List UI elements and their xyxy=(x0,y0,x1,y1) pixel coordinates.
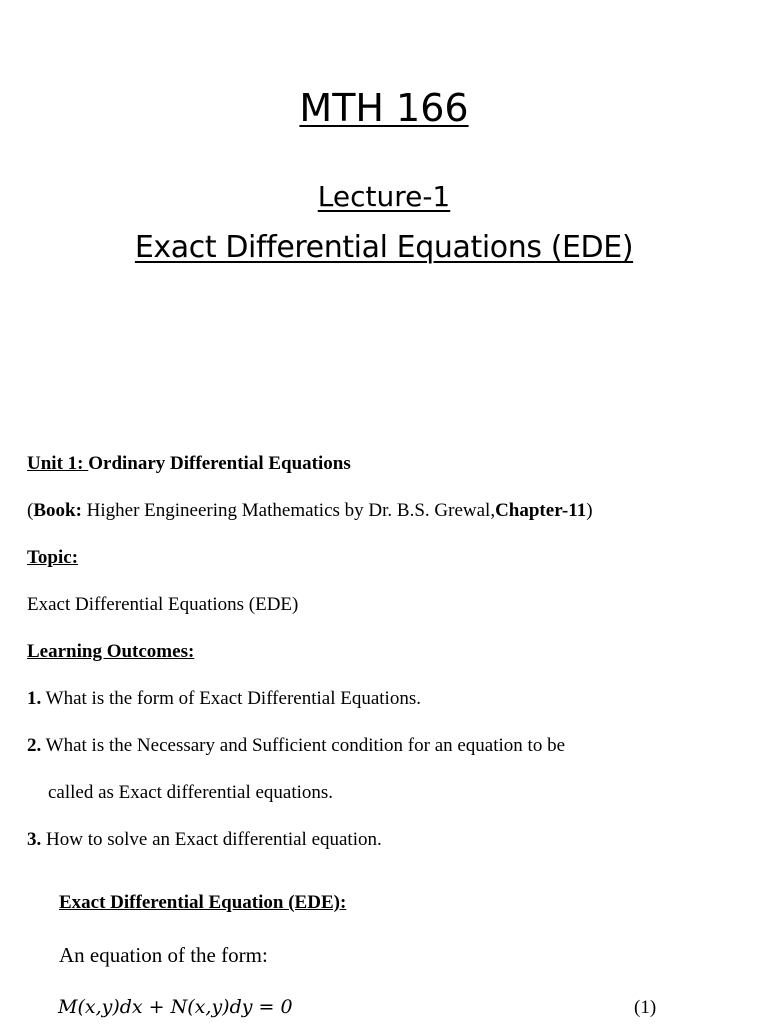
topic-text: Exact Differential Equations (EDE) xyxy=(27,594,299,615)
course-code: MTH 166 xyxy=(299,86,469,130)
list-item-text: What is the form of Exact Differential Equations. xyxy=(41,688,421,709)
ede-intro-text: An equation of the form: xyxy=(59,943,268,967)
lecture-number: Lecture-1 xyxy=(317,180,451,213)
list-item-text: What is the Necessary and Sufficient condition for an equation to be xyxy=(41,735,566,756)
lecture-title: Exact Differential Equations (EDE) xyxy=(134,230,634,265)
book-close-paren: ) xyxy=(586,500,593,521)
list-item xyxy=(27,687,421,711)
learning-outcomes-heading: Learning Outcomes: xyxy=(27,641,195,662)
topic-heading: Topic: xyxy=(27,547,79,568)
unit-name: Ordinary Differential Equations xyxy=(88,453,351,474)
book-reference xyxy=(27,499,593,523)
book-text: Higher Engineering Mathematics by Dr. B.S. Grewal, xyxy=(81,500,496,521)
unit-label: Unit 1: xyxy=(27,453,89,474)
equation: M(x,y)dx + N(x,y)dy = 0 xyxy=(58,996,293,1018)
book-label: Book: xyxy=(33,500,82,521)
unit-line xyxy=(27,452,351,476)
book-chapter: Chapter-11 xyxy=(495,500,587,521)
list-item-continuation: called as Exact differential equations. xyxy=(48,782,334,803)
equation-number: (1) xyxy=(634,997,657,1018)
list-item-number: 2. xyxy=(27,735,42,756)
list-item-number: 1. xyxy=(27,688,42,709)
list-item xyxy=(27,828,382,852)
list-item-text: How to solve an Exact differential equation. xyxy=(41,829,382,850)
list-item-number: 3. xyxy=(27,829,42,850)
ede-section-heading: Exact Differential Equation (EDE): xyxy=(59,892,347,913)
book-open-paren: ( xyxy=(27,500,34,521)
list-item xyxy=(27,734,565,758)
